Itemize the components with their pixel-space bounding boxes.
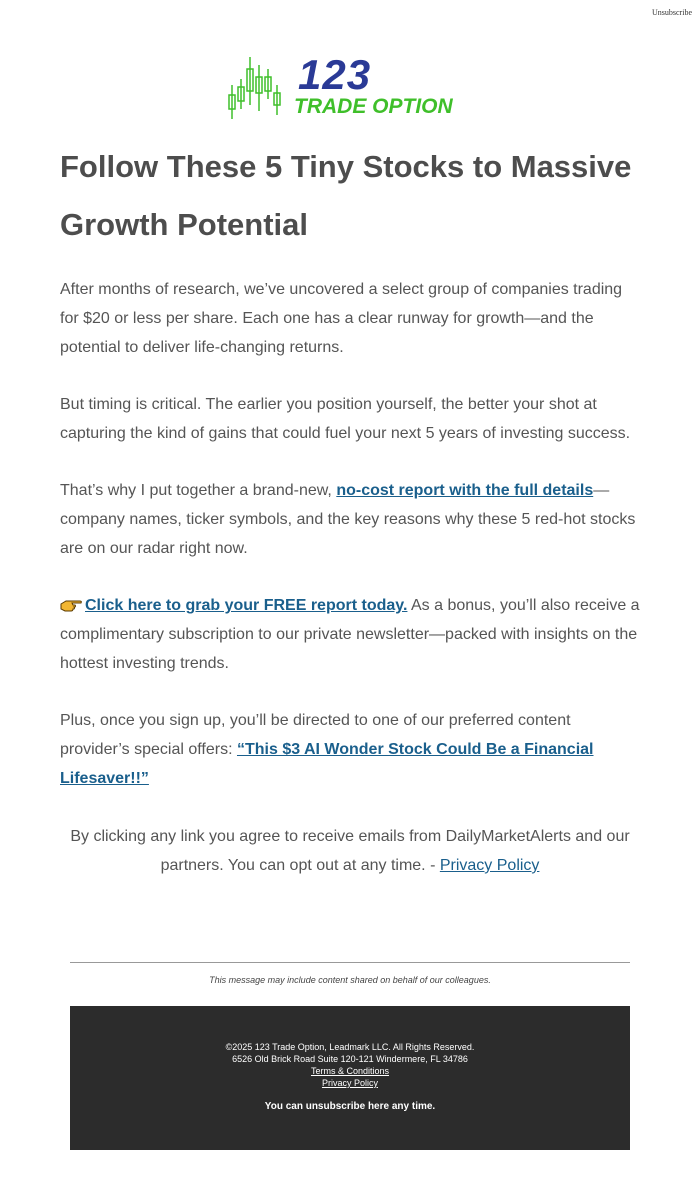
paragraph-report — [60, 476, 640, 563]
free-report-link[interactable] — [60, 597, 407, 614]
consent-notice — [60, 822, 640, 880]
pointing-hand-icon — [60, 598, 82, 612]
footer-address: 6526 Old Brick Road Suite 120-121 Windermere, FL 34786 — [232, 1054, 468, 1064]
page-title: Follow These 5 Tiny Stocks to Massive Growth Potential — [60, 149, 632, 242]
paragraph-timing: But timing is critical. The earlier you position yourself, the better your shot at capturing the kind of gains that could fuel your next 5 years of investing success. — [60, 396, 631, 442]
brand-logo — [226, 51, 476, 121]
paragraph-free-report — [60, 591, 640, 678]
no-cost-report-link[interactable]: no-cost report with the full details — [336, 482, 594, 499]
paragraph-offer — [60, 706, 640, 793]
candlestick-chart-icon — [226, 55, 290, 121]
terms-conditions-link[interactable]: Terms & Conditions — [310, 1066, 390, 1076]
footer-unsubscribe-link[interactable]: You can unsubscribe here any time. — [264, 1101, 436, 1112]
colleagues-note: This message may include content shared on behalf of our colleagues. — [209, 975, 491, 985]
paragraph-research: After months of research, we’ve uncovered a select group of companies trading for $20 or less per share. Each one has a clear runway for growth—and the potential to deliver life-changing returns. — [60, 281, 623, 356]
free-report-link-text: Click here to grab your FREE report today. — [85, 597, 408, 614]
unsubscribe-link[interactable]: Unsubscribe — [652, 8, 692, 17]
logo-brand-text: TRADE OPTION — [294, 95, 453, 118]
offer-intro-text: Plus, once you sign up, you’ll be directed to one of our preferred content provider’s special offers: — [60, 712, 571, 758]
privacy-policy-link[interactable]: Privacy Policy — [439, 857, 540, 874]
ai-stock-offer-link[interactable]: “This $3 AI Wonder Stock Could Be a Financial Lifesaver!!” — [60, 741, 594, 787]
footer-divider — [70, 962, 630, 963]
report-intro-text: That’s why I put together a brand-new, — [60, 482, 337, 499]
footer-copyright: ©2025 123 Trade Option, Leadmark LLC. All Rights Reserved. — [225, 1042, 475, 1052]
logo-number: 123 — [298, 51, 372, 98]
bonus-text: As a bonus, you’ll also receive a complimentary subscription to our private newsletter—packed with insights on the hottest investing trends. — [60, 597, 640, 672]
footer-privacy-policy-link[interactable]: Privacy Policy — [321, 1078, 378, 1088]
report-details-text: —company names, ticker symbols, and the key reasons why these 5 red-hot stocks are on our radar right now. — [60, 482, 636, 557]
article-body — [60, 275, 640, 821]
footer — [70, 1006, 630, 1150]
consent-text: By clicking any link you agree to receive emails from DailyMarketAlerts and our partners. You can opt out at any time. - — [70, 828, 630, 874]
